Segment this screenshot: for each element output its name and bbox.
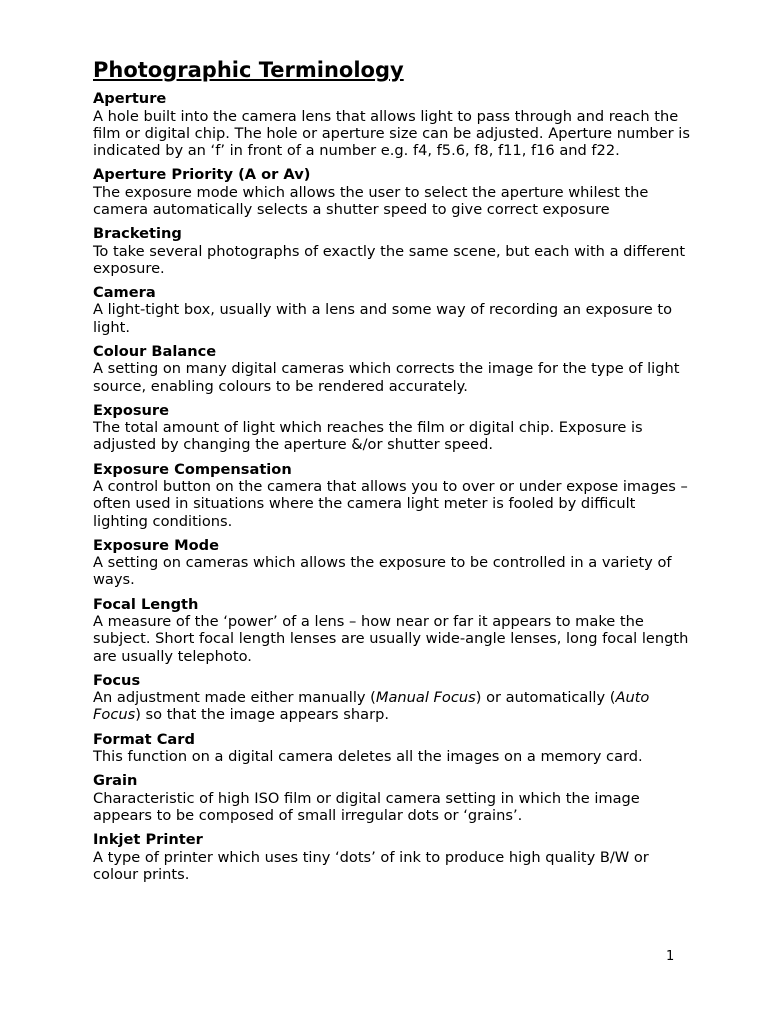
term-definition: This function on a digital camera deletes all the images on a memory card. <box>93 748 643 766</box>
term-heading: Grain <box>93 772 138 790</box>
emphasized-term: Manual Focus <box>375 689 476 707</box>
glossary-entry <box>93 537 693 589</box>
term-definition: A type of printer which uses tiny ‘dots’ of ink to produce high quality B/W or colour prints. <box>93 848 649 883</box>
page-title: Photographic Terminology <box>93 58 404 82</box>
glossary-entry <box>93 90 693 159</box>
page-number: 1 <box>666 949 675 964</box>
term-definition: A setting on many digital cameras which corrects the image for the type of light source, enabling colours to be rendered accurately. <box>93 360 680 395</box>
glossary-entry <box>93 596 693 665</box>
term-heading: Aperture Priority (A or Av) <box>93 166 311 184</box>
glossary-entry <box>93 731 693 766</box>
emphasized-term: Auto Focus <box>93 689 650 724</box>
term-heading: Aperture <box>93 90 167 107</box>
glossary-entry <box>93 461 693 530</box>
term-definition: The exposure mode which allows the user to select the aperture whilest the camera automatically selects a shutter speed to give correct exposure <box>93 183 649 218</box>
term-definition: A measure of the ‘power’ of a lens – how near or far it appears to make the subject. Short focal length lenses are usually wide-angle lenses, long focal length are usually telephoto. <box>93 613 689 665</box>
term-heading: Camera <box>93 283 156 301</box>
term-definition: Characteristic of high ISO film or digital camera setting in which the image appears to be composed of small irregular dots or ‘grains’. <box>93 789 640 825</box>
term-definition: A light-tight box, usually with a lens and some way of recording an exposure to light. <box>93 301 673 336</box>
term-heading: Format Card <box>93 730 195 748</box>
term-heading: Exposure Mode <box>93 536 219 554</box>
glossary-entry <box>93 225 693 277</box>
term-definition <box>93 689 693 723</box>
term-heading: Inkjet Printer <box>93 831 203 849</box>
glossary-entry <box>93 284 693 336</box>
term-heading: Focal Length <box>93 595 199 613</box>
term-definition: To take several photographs of exactly the same scene, but each with a different exposure. <box>93 242 686 277</box>
term-definition: A control button on the camera that allows you to over or under expose images – often used in situations where the camera light meter is fooled by difficult lighting conditions. <box>93 478 688 530</box>
term-heading: Colour Balance <box>93 342 217 360</box>
definition-text: ) or automatically ( <box>475 689 616 707</box>
term-heading: Exposure <box>93 401 170 419</box>
document-page <box>93 56 693 890</box>
term-heading: Exposure Compensation <box>93 460 292 478</box>
definition-text: ) so that the image appears sharp. <box>135 706 389 724</box>
term-definition: The total amount of light which reaches the film or digital chip. Exposure is adjusted by changing the aperture &/or shutter speed. <box>93 419 643 454</box>
glossary-entry <box>93 402 693 454</box>
glossary-entry <box>93 343 693 395</box>
glossary-entry <box>93 831 693 883</box>
glossary-entry <box>93 672 693 724</box>
term-definition: A setting on cameras which allows the exposure to be controlled in a variety of ways. <box>93 554 672 589</box>
glossary-entry <box>93 772 693 824</box>
glossary-entry <box>93 166 693 218</box>
term-definition: A hole built into the camera lens that allows light to pass through and reach the film or digital chip. The hole or aperture size can be adjusted. Aperture number is indicated by an ‘f’ in front of a number e.g. f4, f5.6, f8, f11, f16 and f22. <box>93 107 690 159</box>
definition-text: An adjustment made either manually ( <box>93 689 376 707</box>
term-heading: Bracketing <box>93 225 182 243</box>
term-heading: Focus <box>93 671 141 689</box>
